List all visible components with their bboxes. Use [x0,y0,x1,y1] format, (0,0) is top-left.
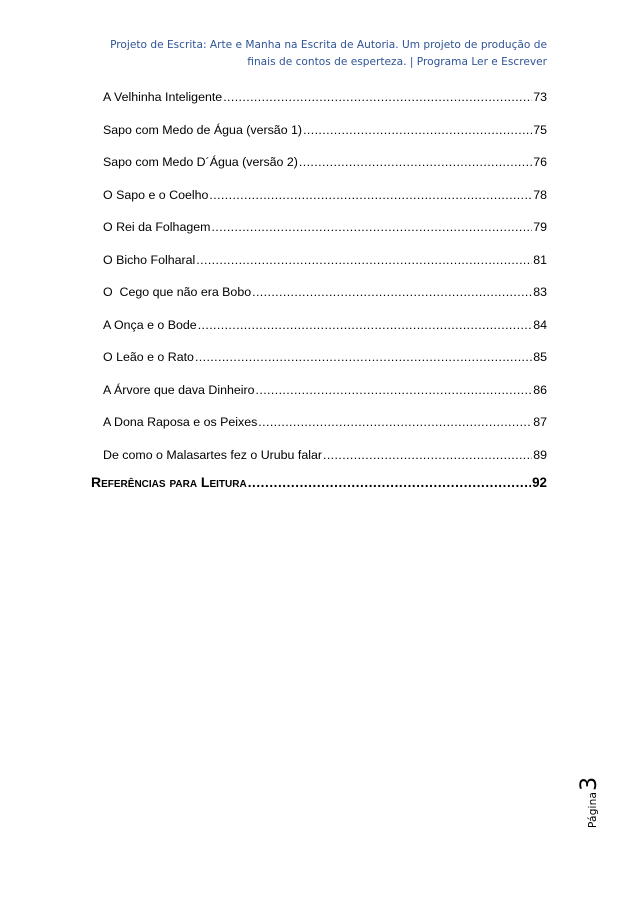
toc-section-title: Referências para Leitura [91,474,247,490]
toc-entry[interactable] [103,250,547,283]
toc-entry-title: Sapo com Medo D´Água (versão 2) [103,155,298,169]
toc-entry-page: 83 [533,285,547,299]
toc-entry-page: 75 [533,122,547,137]
toc-entry-page: 89 [533,447,547,462]
toc-entry[interactable] [103,412,547,445]
toc-section-page: 92 [532,475,547,490]
toc-entry-title: Sapo com Medo de Água (versão 1) [103,122,303,137]
toc-entry[interactable] [103,315,547,348]
dot-leader [252,282,532,302]
toc-entry[interactable] [103,152,547,185]
page-number: 3 [577,776,602,791]
toc-entry[interactable] [103,120,547,153]
dot-leader [195,347,532,367]
dot-leader [248,472,531,494]
toc-entry[interactable] [103,347,547,380]
toc-entry-title: De como o Malasartes fez o Urubu falar [103,447,322,462]
running-header [95,37,547,71]
toc-entry[interactable] [103,87,547,120]
toc-entry[interactable] [103,217,547,250]
dot-leader [299,152,532,172]
dot-leader [256,380,533,400]
dot-leader [196,250,532,270]
toc-entry-page: 84 [533,317,547,332]
toc-entry-page: 78 [533,187,547,202]
table-of-contents [103,87,547,477]
toc-section-heading[interactable] [91,471,547,494]
toc-entry-page: 76 [533,155,547,169]
toc-entry-page: 81 [533,252,547,267]
page-number-marker [577,768,607,828]
toc-entry-title: O Cego que não era Bobo [103,285,252,299]
toc-entry-page: 87 [533,415,547,429]
toc-entry-title: O Leão e o Rato [103,350,194,364]
toc-entry-title: A Onça e o Bode [103,317,197,332]
header-line-2: finais de contos de esperteza. | Programa Ler e Escrever [247,56,547,68]
toc-entry-title: O Sapo e o Coelho [103,187,209,202]
header-line-1: Projeto de Escrita: Arte e Manha na Escrita de Autoria. Um projeto de produção de [110,39,547,51]
toc-entry-title: O Bicho Folharal [103,252,196,267]
toc-entry-title: A Dona Raposa e os Peixes [103,415,258,429]
toc-entry[interactable] [103,380,547,413]
toc-entry[interactable] [103,185,547,218]
dot-leader [258,412,532,432]
toc-entry[interactable] [103,282,547,315]
toc-entry-page: 86 [533,382,547,397]
dot-leader [209,185,532,205]
dot-leader [303,120,532,140]
toc-entry-page: 85 [533,350,547,364]
toc-entry-title: A Velhinha Inteligente [103,90,223,104]
dot-leader [223,87,532,107]
toc-entry-title: A Árvore que dava Dinheiro [103,382,255,397]
dot-leader [211,217,532,237]
toc-entry-page: 79 [533,220,547,234]
page-label: Página [587,791,599,828]
dot-leader [198,315,533,335]
toc-entry-title: O Rei da Folhagem [103,220,211,234]
dot-leader [323,445,532,465]
toc-entry-page: 73 [533,90,547,104]
